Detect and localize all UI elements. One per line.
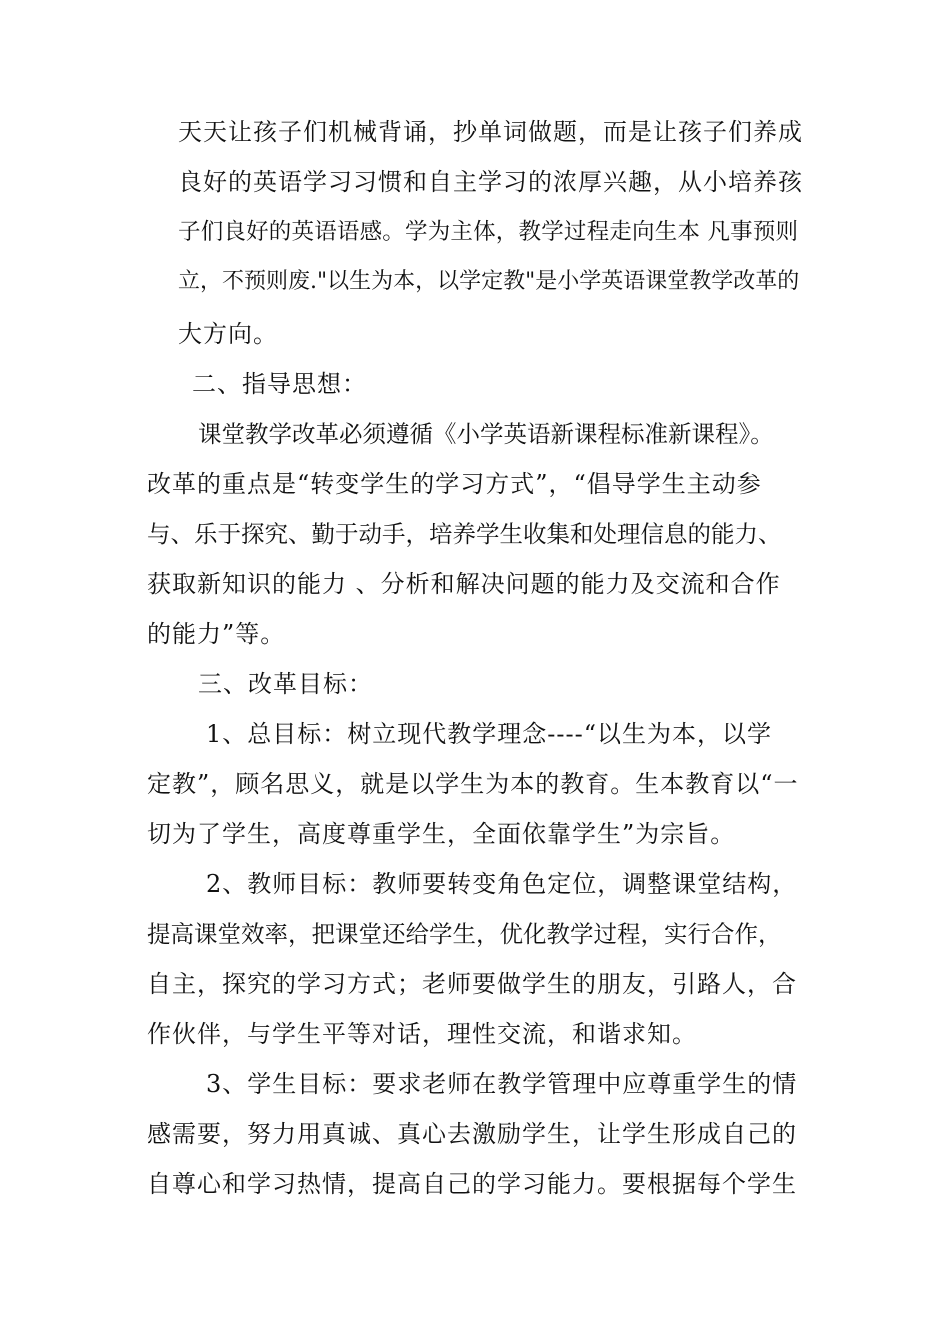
section-heading: 三、改革目标： <box>198 670 373 698</box>
text-line: 子们良好的英语语感。学为主体，教学过程走向生本 凡事预则 <box>178 219 799 245</box>
text-line: 自尊心和学习热情，提高自己的学习能力。要根据每个学生 <box>147 1170 797 1198</box>
text-line: 良好的英语学习习惯和自主学习的浓厚兴趣，从小培养孩 <box>178 168 803 196</box>
text-line: 自主，探究的学习方式；老师要做学生的朋友，引路人，合 <box>147 970 797 998</box>
section-heading: 二、指导思想： <box>192 370 367 398</box>
text-line: 1、总目标：树立现代教学理念----“以生为本，以学 <box>206 720 772 748</box>
text-line: 感需要，努力用真诚、真心去激励学生，让学生形成自己的 <box>147 1120 797 1148</box>
text-line: 课堂教学改革必须遵循《小学英语新课程标准新课程》。 <box>198 420 774 448</box>
text-line: 提高课堂效率，把课堂还给学生，优化教学过程，实行合作， <box>147 920 782 948</box>
text-line: 作伙伴，与学生平等对话，理性交流，和谐求知。 <box>147 1020 697 1048</box>
text-line: 定教”，顾名思义，就是以学生为本的教育。生本教育以“一 <box>147 770 799 798</box>
text-line: 获取新知识的能力 、分析和解决问题的能力及交流和合作 <box>147 570 781 598</box>
text-line: 的能力”等。 <box>147 620 286 648</box>
text-line: 立，不预则废."以生为本，以学定教"是小学英语课堂教学改革的 <box>178 269 800 294</box>
text-line: 2、教师目标：教师要转变角色定位，调整课堂结构， <box>206 870 798 898</box>
text-line: 与、乐于探究、勤于动手，培养学生收集和处理信息的能力、 <box>147 520 782 548</box>
text-line: 改革的重点是“转变学生的学习方式”，“倡导学生主动参 <box>147 470 762 498</box>
text-line: 天天让孩子们机械背诵，抄单词做题，而是让孩子们养成 <box>178 118 803 146</box>
text-line: 3、学生目标：要求老师在教学管理中应尊重学生的情 <box>206 1070 798 1098</box>
text-line: 切为了学生，高度尊重学生，全面依靠学生”为宗旨。 <box>147 820 736 848</box>
text-line: 大方向。 <box>178 320 278 348</box>
